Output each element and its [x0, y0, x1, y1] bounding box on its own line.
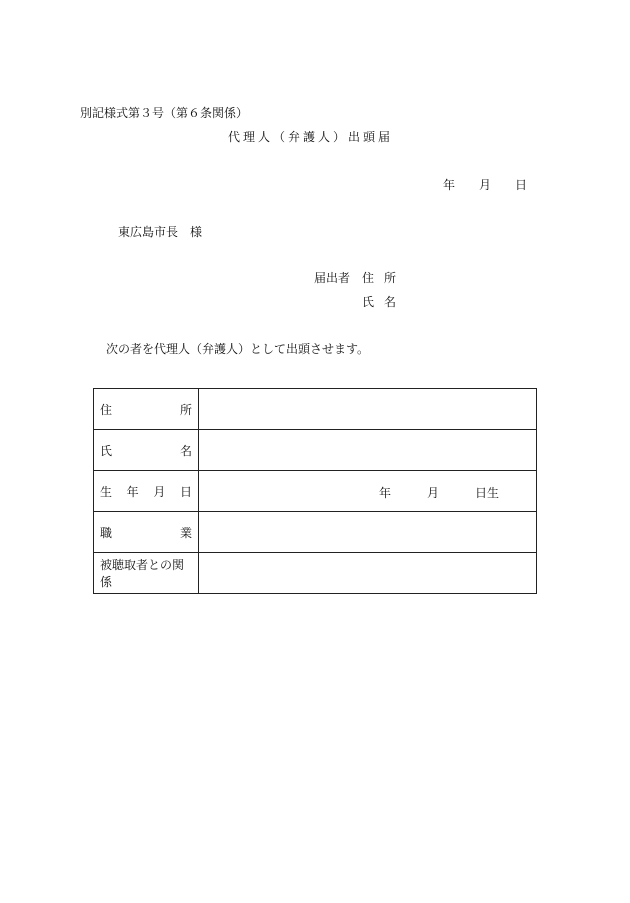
label-char: 名	[179, 443, 192, 458]
birth-year-unit: 年	[379, 486, 392, 500]
form-label: 別記様式第３号（第６条関係）	[80, 106, 249, 120]
submitter-role: 届出者	[314, 271, 351, 285]
date-line: 年 月 日	[443, 178, 528, 192]
table-row	[94, 553, 537, 594]
submitter-name-label: 氏名	[362, 295, 407, 309]
relationship-label-cell: 被聴取者との関係	[94, 553, 199, 594]
submitter-address-label: 住所	[362, 271, 407, 285]
label-char: 業	[179, 525, 192, 540]
birth-month-unit: 月	[427, 486, 440, 500]
occupation-label-cell	[94, 512, 199, 553]
document-title: 代理人（弁護人）出頭届	[228, 130, 394, 144]
address-label-cell	[94, 389, 199, 430]
occupation-value-cell[interactable]	[199, 512, 537, 553]
address-value-cell[interactable]	[199, 389, 537, 430]
birthdate-value-cell[interactable]	[199, 471, 537, 512]
birth-day-unit: 日生	[475, 486, 500, 500]
name-value-cell[interactable]	[199, 430, 537, 471]
representative-info-table	[93, 388, 537, 594]
table-row	[94, 389, 537, 430]
name-label-cell	[94, 430, 199, 471]
table-row	[94, 512, 537, 553]
label-char: 住	[100, 402, 113, 417]
label-char: 所	[179, 402, 192, 417]
table-row	[94, 471, 537, 512]
addressee: 東広島市長 様	[118, 225, 203, 239]
label-char: 生	[100, 484, 113, 499]
relationship-value-cell[interactable]	[199, 553, 537, 594]
label-char: 職	[100, 525, 113, 540]
label-char: 日	[179, 484, 192, 499]
label-char: 年	[126, 484, 139, 499]
label-char: 月	[153, 484, 166, 499]
birthdate-label-cell	[94, 471, 199, 512]
label-char: 氏	[100, 443, 113, 458]
table-row	[94, 430, 537, 471]
statement: 次の者を代理人（弁護人）として出頭させます。	[106, 342, 370, 356]
